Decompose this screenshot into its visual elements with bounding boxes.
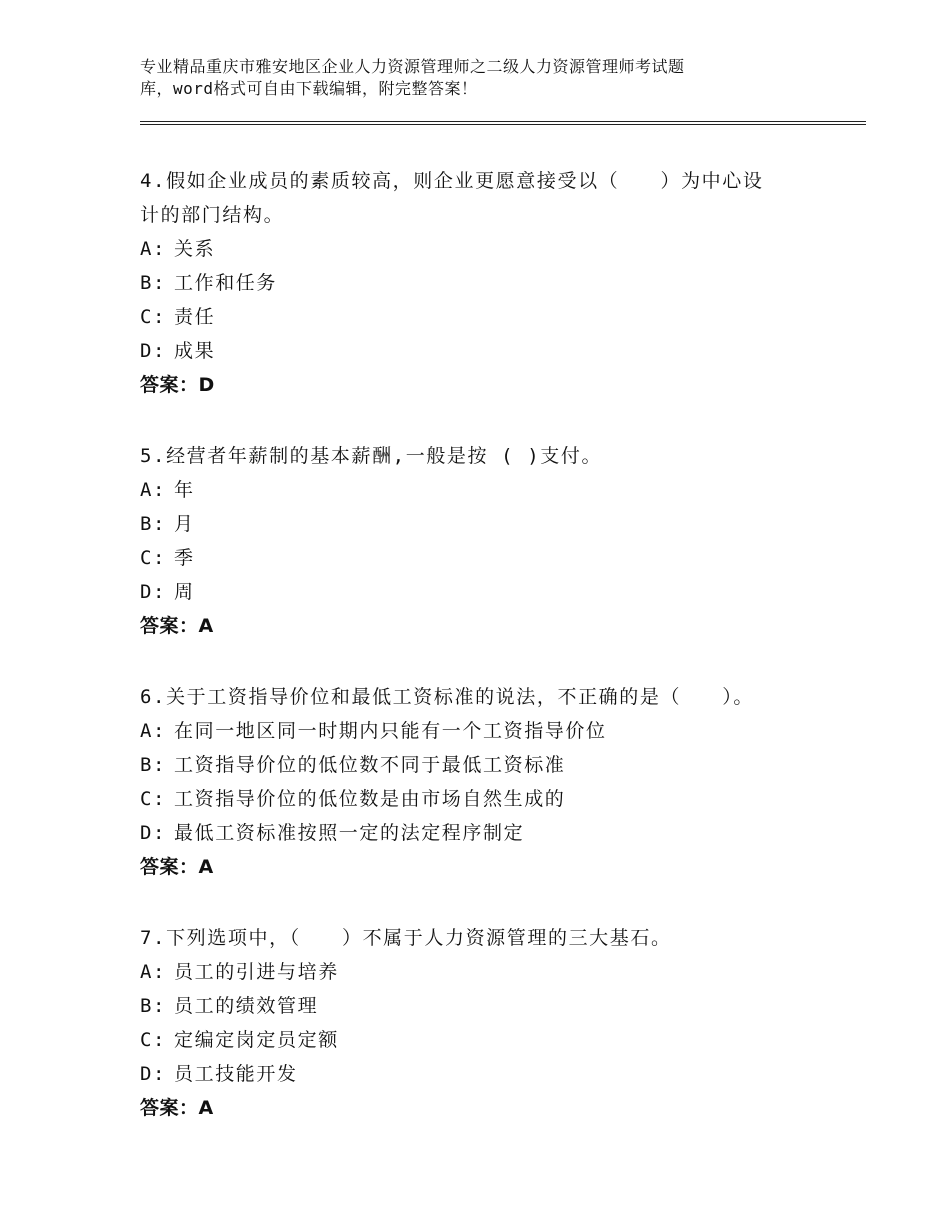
option-c [140,541,840,575]
option-b [140,507,840,541]
option-text: 工资指导价位的低位数不同于最低工资标准 [174,754,566,776]
question-list [140,164,840,1162]
option-text: 责任 [174,306,216,328]
option-a [140,714,840,748]
option-b [140,266,840,300]
option-text: 员工的绩效管理 [174,995,319,1017]
option-text: 在同一地区同一时期内只能有一个工资指导价位 [174,720,607,742]
option-prefix: B: [140,995,167,1017]
option-prefix: D: [140,822,167,844]
option-d [140,816,840,850]
option-text: 月 [174,513,195,535]
option-d [140,575,840,609]
option-prefix: C: [140,788,167,810]
option-b [140,989,840,1023]
answer-label: 答案：A [140,615,214,637]
option-text: 周 [174,581,195,603]
option-prefix: B: [140,754,167,776]
option-c [140,782,840,816]
option-text: 季 [174,547,195,569]
question-stem-continued: 计的部门结构。 [140,204,285,226]
option-text: 工作和任务 [174,272,278,294]
option-text: 员工的引进与培养 [174,961,339,983]
option-d [140,334,840,368]
question-stem: 7.下列选项中，（ ）不属于人力资源管理的三大基石。 [140,927,672,949]
option-prefix: A: [140,961,167,983]
header-title-line-2: 库，word格式可自由下载编辑，附完整答案！ [140,79,478,98]
option-text: 最低工资标准按照一定的法定程序制定 [174,822,525,844]
question-stem: 6.关于工资指导价位和最低工资标准的说法，不正确的是（ ）。 [140,686,754,708]
option-text: 年 [174,479,195,501]
option-c [140,1023,840,1057]
option-prefix: B: [140,513,167,535]
option-prefix: C: [140,1029,167,1051]
header-divider-top [140,121,866,122]
header-divider-bottom [140,124,866,125]
document-header [140,56,820,100]
option-b [140,748,840,782]
option-prefix: D: [140,340,167,362]
option-prefix: D: [140,581,167,603]
option-text: 关系 [174,238,216,260]
option-c [140,300,840,334]
question-6 [140,680,840,884]
option-prefix: C: [140,547,167,569]
option-prefix: A: [140,720,167,742]
option-prefix: C: [140,306,167,328]
option-text: 成果 [174,340,216,362]
option-text: 员工技能开发 [174,1063,298,1085]
option-a [140,232,840,266]
header-title-line-1: 专业精品重庆市雅安地区企业人力资源管理师之二级人力资源管理师考试题 [140,57,685,76]
option-text: 定编定岗定员定额 [174,1029,339,1051]
option-prefix: D: [140,1063,167,1085]
answer-label: 答案：A [140,1097,214,1119]
option-d [140,1057,840,1091]
question-4 [140,164,840,402]
question-stem: 4.假如企业成员的素质较高，则企业更愿意接受以（ ）为中心设 [140,170,764,192]
option-prefix: A: [140,238,167,260]
option-text: 工资指导价位的低位数是由市场自然生成的 [174,788,566,810]
option-prefix: B: [140,272,167,294]
option-a [140,955,840,989]
option-prefix: A: [140,479,167,501]
answer-label: 答案：D [140,374,215,396]
answer-label: 答案：A [140,856,214,878]
question-7 [140,921,840,1125]
question-5 [140,439,840,643]
option-a [140,473,840,507]
question-stem: 5.经营者年薪制的基本薪酬,一般是按 ( )支付。 [140,445,603,467]
